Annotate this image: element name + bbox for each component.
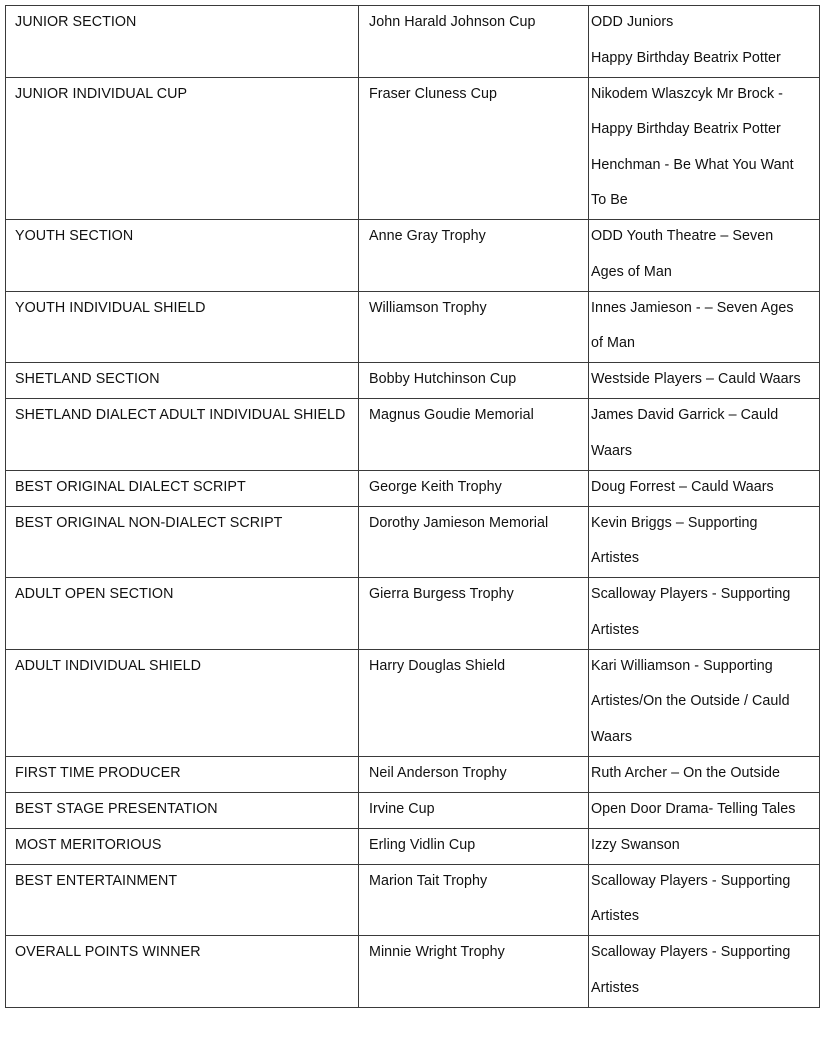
winner-line: To Be	[591, 192, 628, 208]
award-category-cell	[6, 578, 359, 650]
winner-line: of Man	[591, 335, 636, 351]
award-category-cell	[6, 864, 359, 936]
winner-line: Doug Forrest – Cauld Waars	[591, 478, 774, 495]
trophy-name-cell	[359, 792, 589, 828]
winner-cell	[589, 578, 820, 650]
trophy-name: Dorothy Jamieson Memorial	[369, 514, 549, 531]
winner-line: Open Door Drama- Telling Tales	[591, 800, 796, 817]
winner-line: Ruth Archer – On the Outside	[591, 764, 780, 781]
winner-cell	[589, 864, 820, 936]
award-category: BEST ORIGINAL DIALECT SCRIPT	[15, 478, 246, 495]
winner-cell	[589, 936, 820, 1008]
trophy-name-cell	[359, 220, 589, 292]
award-category-cell	[6, 220, 359, 292]
winner-cell	[589, 756, 820, 792]
table-row	[6, 792, 820, 828]
award-category-cell	[6, 506, 359, 578]
winner-cell	[589, 792, 820, 828]
trophy-name: Williamson Trophy	[369, 299, 487, 316]
award-category: ADULT INDIVIDUAL SHIELD	[15, 657, 201, 674]
winner-cell	[589, 506, 820, 578]
trophy-name-cell	[359, 506, 589, 578]
table-row	[6, 506, 820, 578]
trophy-name: Fraser Cluness Cup	[369, 85, 498, 102]
winner-cell	[589, 399, 820, 471]
winner-line: Ages of Man	[591, 263, 672, 280]
winner-line: Westside Players – Cauld Waars	[591, 371, 801, 387]
winner-line: Innes Jamieson - – Seven Ages	[591, 299, 794, 316]
winner-line: Waars	[591, 728, 633, 745]
award-category: ADULT OPEN SECTION	[15, 586, 174, 602]
document-page	[5, 5, 819, 1008]
trophy-name: George Keith Trophy	[369, 478, 502, 495]
table-row	[6, 77, 820, 220]
trophy-name-cell	[359, 756, 589, 792]
winner-line: Scalloway Players - Supporting	[591, 586, 791, 602]
trophy-name: Anne Gray Trophy	[369, 228, 486, 244]
winner-line: ODD Juniors	[591, 14, 674, 30]
table-row	[6, 864, 820, 936]
award-category: BEST ENTERTAINMENT	[15, 872, 178, 889]
trophy-name: Neil Anderson Trophy	[369, 764, 507, 781]
table-row	[6, 399, 820, 471]
winner-cell	[589, 649, 820, 756]
winner-line: Artistes	[591, 979, 640, 996]
trophy-name-cell	[359, 828, 589, 864]
winner-line: Happy Birthday Beatrix Potter	[591, 49, 781, 66]
trophy-name-cell	[359, 291, 589, 363]
trophy-name-cell	[359, 864, 589, 936]
winner-cell	[589, 6, 820, 78]
winner-line: ODD Youth Theatre – Seven	[591, 228, 774, 244]
awards-table	[5, 5, 820, 1008]
award-category: BEST STAGE PRESENTATION	[15, 800, 218, 817]
award-category: SHETLAND DIALECT ADULT INDIVIDUAL SHIELD	[15, 407, 346, 423]
table-row	[6, 470, 820, 506]
table-row	[6, 756, 820, 792]
award-category-cell	[6, 77, 359, 220]
winner-cell	[589, 363, 820, 399]
winner-line: Artistes/On the Outside / Cauld	[591, 693, 790, 709]
award-category: YOUTH SECTION	[15, 228, 134, 244]
winner-line: Scalloway Players - Supporting	[591, 944, 791, 960]
winner-line: Kevin Briggs – Supporting	[591, 514, 758, 531]
winner-cell	[589, 470, 820, 506]
table-row	[6, 649, 820, 756]
trophy-name: Bobby Hutchinson Cup	[369, 371, 517, 387]
award-category-cell	[6, 363, 359, 399]
table-row	[6, 6, 820, 78]
winner-line: Artistes	[591, 621, 640, 638]
table-row	[6, 291, 820, 363]
award-category: JUNIOR INDIVIDUAL CUP	[15, 85, 188, 102]
award-category: YOUTH INDIVIDUAL SHIELD	[15, 299, 206, 316]
table-row	[6, 936, 820, 1008]
winner-line: Happy Birthday Beatrix Potter	[591, 121, 781, 137]
award-category-cell	[6, 649, 359, 756]
trophy-name-cell	[359, 936, 589, 1008]
trophy-name-cell	[359, 363, 589, 399]
award-category: JUNIOR SECTION	[15, 14, 137, 30]
award-category: MOST MERITORIOUS	[15, 836, 162, 853]
trophy-name: Harry Douglas Shield	[369, 657, 506, 674]
winner-line: Artistes	[591, 908, 640, 924]
award-category-cell	[6, 6, 359, 78]
trophy-name: John Harald Johnson Cup	[369, 14, 536, 30]
award-category-cell	[6, 792, 359, 828]
trophy-name-cell	[359, 649, 589, 756]
awards-table-body	[6, 6, 820, 1008]
table-row	[6, 363, 820, 399]
trophy-name-cell	[359, 399, 589, 471]
trophy-name-cell	[359, 77, 589, 220]
award-category-cell	[6, 936, 359, 1008]
trophy-name: Marion Tait Trophy	[369, 872, 488, 889]
winner-line: Scalloway Players - Supporting	[591, 872, 791, 889]
trophy-name: Minnie Wright Trophy	[369, 944, 505, 960]
trophy-name: Erling Vidlin Cup	[369, 836, 476, 853]
trophy-name: Gierra Burgess Trophy	[369, 586, 514, 602]
award-category: SHETLAND SECTION	[15, 371, 160, 387]
winner-line: Waars	[591, 442, 633, 459]
award-category-cell	[6, 756, 359, 792]
award-category-cell	[6, 470, 359, 506]
winner-line: Henchman - Be What You Want	[591, 156, 794, 173]
winner-line: Nikodem Wlaszcyk Mr Brock -	[591, 85, 783, 102]
award-category-cell	[6, 399, 359, 471]
winner-line: Artistes	[591, 550, 640, 566]
award-category-cell	[6, 291, 359, 363]
winner-cell	[589, 220, 820, 292]
award-category: BEST ORIGINAL NON-DIALECT SCRIPT	[15, 514, 283, 531]
award-category-cell	[6, 828, 359, 864]
winner-cell	[589, 291, 820, 363]
trophy-name-cell	[359, 470, 589, 506]
table-row	[6, 220, 820, 292]
winner-cell	[589, 828, 820, 864]
award-category: FIRST TIME PRODUCER	[15, 764, 181, 781]
table-row	[6, 828, 820, 864]
table-row	[6, 578, 820, 650]
winner-line: Kari Williamson - Supporting	[591, 657, 773, 674]
trophy-name-cell	[359, 6, 589, 78]
winner-cell	[589, 77, 820, 220]
trophy-name: Magnus Goudie Memorial	[369, 407, 534, 423]
award-category: OVERALL POINTS WINNER	[15, 944, 201, 960]
trophy-name: Irvine Cup	[369, 800, 435, 817]
winner-line: James David Garrick – Cauld	[591, 407, 779, 423]
trophy-name-cell	[359, 578, 589, 650]
winner-line: Izzy Swanson	[591, 836, 680, 853]
